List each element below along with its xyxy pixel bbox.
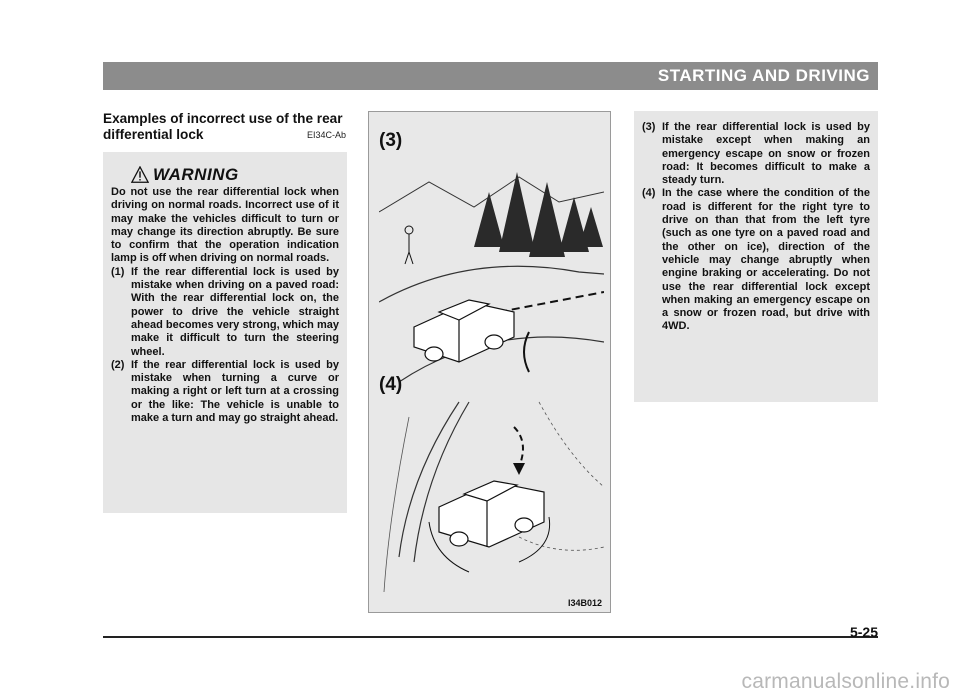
figure-code: I34B012 [567,598,602,608]
right-item-4-num: (4) [642,187,656,200]
right-notes-box [634,111,878,402]
warning-intro: Do not use the rear differential lock when driving on normal roads. Incorrect use of it may make the vehicles difficult to turn or may change its direction abruptly. Be sure to confirm that the operation indication lamp is off when driving on normal roads. [111,186,339,265]
snow-road-illustration [379,152,604,387]
warning-item-2-text: If the rear differential lock is used by mistake when turning a curve or making a right or left turn at a crossing or the like: The vehicle is unable to make a turn and may go straight ahead. [131,358,339,425]
warning-item-1 [111,266,339,359]
header-bar [103,62,878,90]
figure-label-3: (3) [379,130,403,151]
warning-item-1-num: (1) [111,265,125,278]
right-item-3-num: (3) [642,121,656,133]
right-item-3-text: If the rear differential lock is used by mistake except when making an emergency escape on snow or frozen road: It becomes difficult to make a steady turn. [662,121,870,187]
right-item-4-text: In the case where the condition of the road is different for the right tyre to drive on than that from the left tyre (such as one tyre on a paved road and the other on ice), direction of the vehicle may change abruptly when engine braking or accelerating. Do not use the rear differential lock except when making an emergency escape on a snow or frozen road, but drive with 4WD. [662,187,870,333]
page-number: 5-25 [849,624,878,640]
footer-rule [103,636,878,638]
watermark-text: carmanualsonline.info [741,670,950,693]
warning-triangle-icon [131,166,149,184]
right-item-3 [642,121,870,187]
section-code: EI34C-Ab [306,130,346,140]
warning-item-2-num: (2) [111,358,125,371]
section-title-text: Examples of incorrect use of the rear differential lock [103,111,343,142]
warning-header [131,164,339,186]
figure-label-4: (4) [379,374,403,395]
warning-title: WARNING [153,165,239,184]
right-item-4 [642,187,870,333]
section-title [103,111,348,143]
warning-box [103,152,347,513]
ice-road-illustration [379,397,604,597]
warning-item-1-text: If the rear differential lock is used by mistake when driving on a paved road: With the rear differential lock on, the power to drive the vehicle straight ahead becomes very strong, which may make it difficult to turn the steering wheel. [131,265,339,358]
header-title: STARTING AND DRIVING [657,66,870,85]
warning-item-2 [111,359,339,425]
illustration-figure [368,111,611,613]
